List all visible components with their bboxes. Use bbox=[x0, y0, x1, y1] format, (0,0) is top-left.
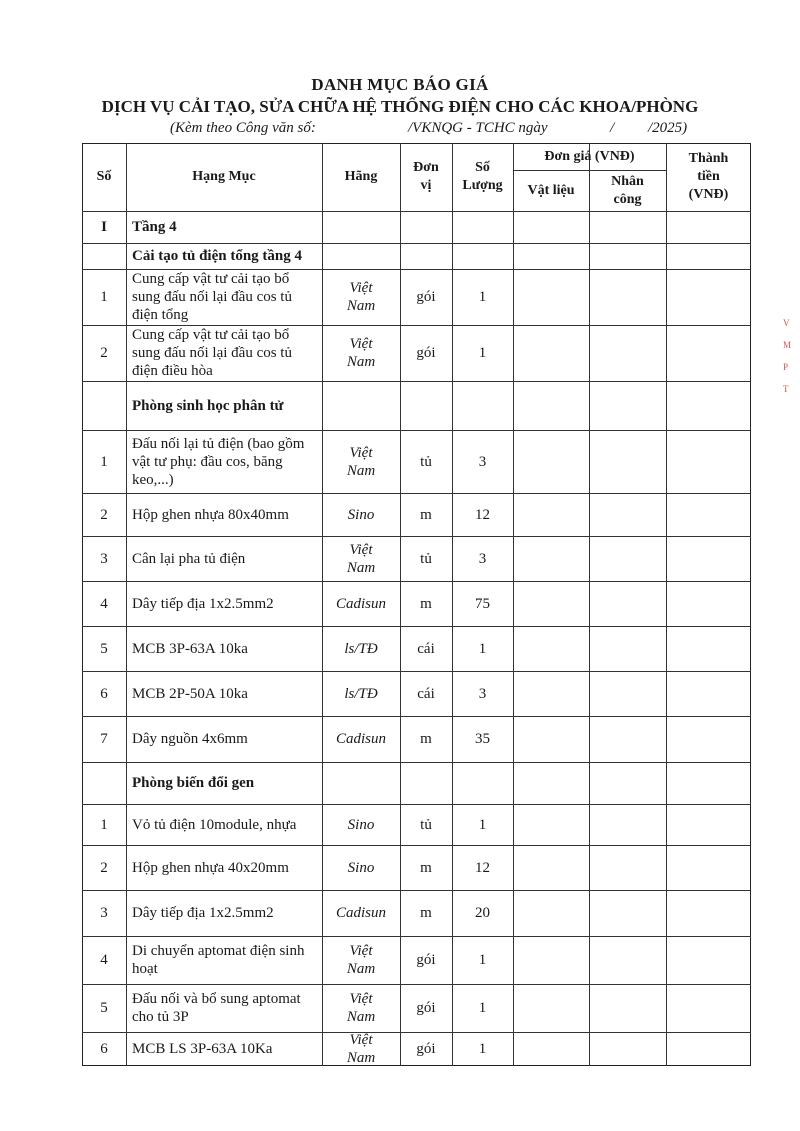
row-number: 2 bbox=[100, 506, 108, 523]
header-don-vi: Đơn vị bbox=[413, 160, 439, 193]
row-number bbox=[82, 381, 126, 430]
row-number: 5 bbox=[100, 1000, 108, 1016]
unit: tủ bbox=[420, 550, 432, 567]
item-name: Di chuyển aptomat điện sinh hoạt bbox=[132, 943, 305, 977]
unit: tủ bbox=[420, 453, 432, 470]
quantity: 12 bbox=[475, 859, 490, 876]
row-number: 4 bbox=[100, 595, 108, 612]
brand: Việt Nam bbox=[346, 444, 376, 479]
header-don-gia: Đơn giá (VNĐ) bbox=[544, 148, 635, 164]
row-number bbox=[82, 243, 126, 269]
header-thanh-tien: Thành tiền (VNĐ) bbox=[688, 151, 729, 202]
column-border bbox=[513, 143, 514, 1066]
unit bbox=[400, 211, 452, 243]
quantity: 12 bbox=[475, 506, 490, 523]
row-number: 3 bbox=[100, 550, 108, 567]
quantity: 3 bbox=[478, 550, 487, 567]
unit bbox=[400, 243, 452, 269]
quantity: 1 bbox=[478, 289, 487, 305]
item-name: Dây nguồn 4x6mm bbox=[132, 731, 248, 747]
row-number: 7 bbox=[100, 731, 108, 747]
stamp-fragment: V M P T bbox=[783, 318, 792, 394]
quantity: 20 bbox=[475, 905, 490, 921]
unit: gói bbox=[416, 345, 436, 361]
brand: Việt Nam bbox=[346, 1032, 376, 1066]
quantity: 1 bbox=[478, 1041, 487, 1057]
column-border bbox=[666, 143, 667, 1066]
row-number: 6 bbox=[100, 1041, 108, 1057]
unit: tủ bbox=[420, 816, 432, 833]
brand bbox=[334, 762, 388, 804]
item-name: Vỏ tủ điện 10module, nhựa bbox=[132, 816, 297, 833]
brand: ls/TĐ bbox=[344, 685, 378, 702]
unit: m bbox=[420, 506, 432, 523]
unit bbox=[400, 381, 452, 430]
header-so-luong: Số Lượng bbox=[462, 160, 503, 193]
brand bbox=[334, 381, 388, 430]
ref-slash: / bbox=[610, 120, 615, 136]
column-border bbox=[322, 143, 323, 1066]
item-name: Hộp ghen nhựa 40x20mm bbox=[132, 859, 289, 876]
unit: gói bbox=[416, 289, 436, 305]
item-name: MCB 2P-50A 10ka bbox=[132, 685, 248, 702]
unit: m bbox=[420, 595, 432, 612]
quantity: 1 bbox=[478, 345, 487, 361]
quantity bbox=[452, 211, 513, 243]
item-name: MCB 3P-63A 10ka bbox=[132, 640, 248, 657]
item-name: Dây tiếp địa 1x2.5mm2 bbox=[132, 905, 274, 921]
brand bbox=[334, 211, 388, 243]
quantity: 1 bbox=[478, 1000, 487, 1016]
item-name: Đấu nối lại tủ điện (bao gồm vật tư phụ: đầu cos, băng keo,...) bbox=[132, 435, 305, 488]
brand: Cadisun bbox=[335, 731, 386, 747]
quantity: 3 bbox=[478, 685, 487, 702]
row-number: 5 bbox=[100, 640, 108, 657]
unit: cái bbox=[417, 685, 435, 702]
ref-year: /2025) bbox=[648, 120, 688, 136]
quantity bbox=[452, 381, 513, 430]
item-name: Cung cấp vật tư cải tạo bổ sung đấu nối lại đầu cos tủ điện tổng bbox=[132, 271, 292, 323]
item-name: Cung cấp vật tư cải tạo bổ sung đấu nối lại đầu cos tủ điện điều hòa bbox=[132, 327, 292, 379]
unit bbox=[400, 762, 452, 804]
header-nhan-cong: Nhân công bbox=[611, 173, 644, 207]
unit: gói bbox=[416, 1041, 436, 1057]
unit: cái bbox=[417, 640, 435, 657]
unit: m bbox=[420, 905, 432, 921]
brand: ls/TĐ bbox=[344, 640, 378, 657]
header-hang: Hãng bbox=[344, 169, 378, 184]
section-title: Tầng 4 bbox=[132, 219, 177, 235]
row-number: I bbox=[101, 219, 107, 235]
row-number: 1 bbox=[100, 289, 108, 305]
ref-prefix: (Kèm theo Công văn số: bbox=[170, 120, 316, 136]
row-number: 4 bbox=[100, 952, 108, 968]
header-so: Số bbox=[96, 169, 112, 184]
item-name: Đấu nối và bổ sung aptomat cho tủ 3P bbox=[132, 991, 301, 1025]
quantity: 35 bbox=[475, 731, 490, 747]
ref-mid: /VKNQG - TCHC ngày bbox=[408, 120, 548, 136]
row-number: 6 bbox=[100, 685, 108, 702]
document-subtitle: DỊCH VỤ CẢI TẠO, SỬA CHỮA HỆ THỐNG ĐIỆN CHO CÁC KHOA/PHÒNG bbox=[101, 97, 699, 116]
brand: Việt Nam bbox=[346, 991, 376, 1025]
quantity bbox=[452, 243, 513, 269]
brand: Sino bbox=[347, 506, 375, 523]
item-name: MCB LS 3P-63A 10Ka bbox=[132, 1041, 273, 1057]
brand: Cadisun bbox=[335, 595, 386, 612]
header-hang-muc: Hạng Mục bbox=[192, 169, 256, 184]
brand: Việt Nam bbox=[346, 541, 376, 576]
unit: gói bbox=[416, 952, 436, 968]
row-number: 2 bbox=[100, 859, 108, 876]
brand: Sino bbox=[347, 816, 375, 833]
quantity: 3 bbox=[478, 453, 487, 470]
quantity: 1 bbox=[478, 816, 487, 833]
brand: Việt Nam bbox=[346, 280, 376, 314]
brand: Cadisun bbox=[335, 905, 386, 921]
brand: Việt Nam bbox=[346, 336, 376, 370]
column-border bbox=[589, 143, 590, 1066]
section-title: Phòng biến đổi gen bbox=[132, 775, 255, 791]
brand: Việt Nam bbox=[346, 943, 376, 977]
header-vat-lieu: Vật liệu bbox=[527, 182, 575, 198]
section-title: Phòng sinh học phân tử bbox=[132, 397, 284, 414]
item-name: Cân lại pha tủ điện bbox=[132, 550, 246, 567]
unit: m bbox=[420, 731, 432, 747]
row-number: 1 bbox=[100, 453, 108, 470]
item-name: Dây tiếp địa 1x2.5mm2 bbox=[132, 595, 274, 612]
brand: Sino bbox=[347, 859, 375, 876]
quantity: 75 bbox=[475, 595, 490, 612]
quantity: 1 bbox=[478, 952, 487, 968]
quantity: 1 bbox=[478, 640, 487, 657]
document-title: DANH MỤC BÁO GIÁ bbox=[311, 75, 489, 94]
unit: m bbox=[420, 859, 432, 876]
quantity bbox=[452, 762, 513, 804]
row-number: 1 bbox=[100, 816, 108, 833]
section-title: Cải tạo tủ điện tổng tầng 4 bbox=[132, 248, 303, 264]
item-name: Hộp ghen nhựa 80x40mm bbox=[132, 506, 289, 523]
row-number: 3 bbox=[100, 905, 108, 921]
row-number: 2 bbox=[100, 345, 108, 361]
brand bbox=[334, 243, 388, 269]
unit: gói bbox=[416, 1000, 436, 1016]
row-number bbox=[82, 762, 126, 804]
